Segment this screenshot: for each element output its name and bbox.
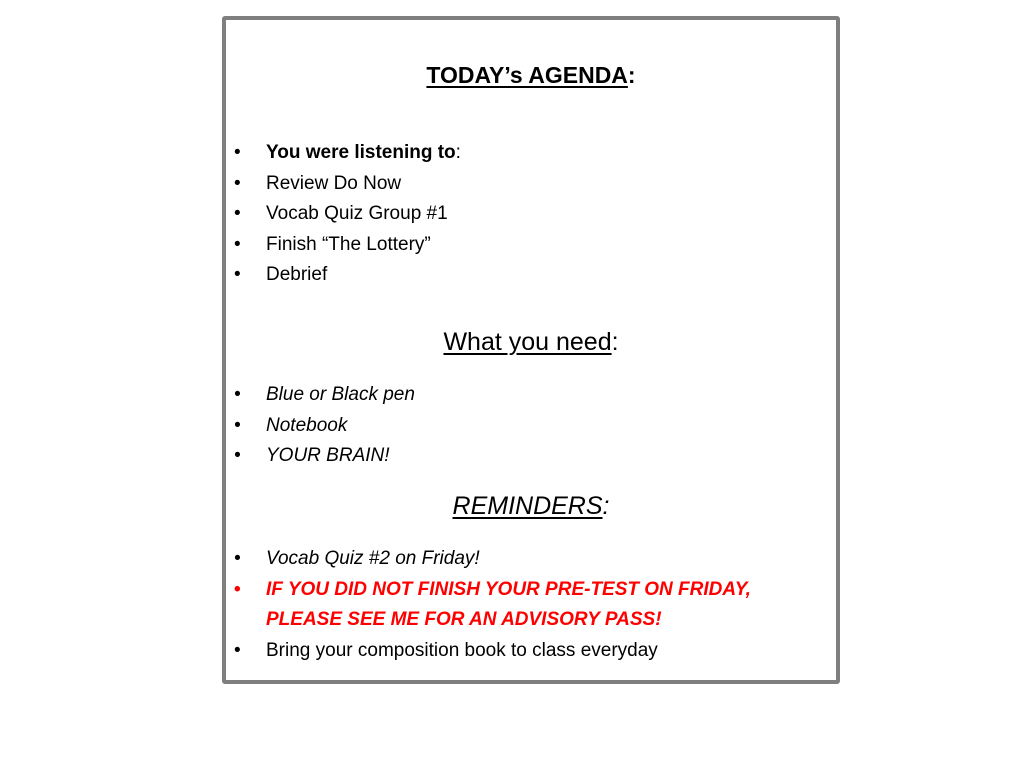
agenda-list <box>226 138 836 291</box>
need-title-colon: : <box>611 328 619 356</box>
reminders-title: REMINDERS <box>452 492 603 520</box>
bullet-icon: • <box>234 142 241 163</box>
reminder-alert-line-1: IF YOU DID NOT FINISH YOUR PRE-TEST ON FRIDAY, <box>266 578 751 600</box>
list-item <box>226 138 836 169</box>
reminders-list <box>226 544 836 666</box>
bullet-icon: • <box>234 233 241 255</box>
bullet-icon: • <box>234 548 241 569</box>
list-item <box>226 441 836 472</box>
list-item <box>226 544 836 575</box>
need-item-text: YOUR BRAIN! <box>266 445 390 466</box>
list-item-alert <box>226 575 836 636</box>
list-item <box>226 411 836 442</box>
list-item <box>226 636 836 667</box>
need-list <box>226 380 836 472</box>
reminder-item-text: Vocab Quiz #2 on Friday! <box>266 548 480 569</box>
bullet-icon: • <box>234 414 241 436</box>
agenda-item-bold: You were listening to <box>266 142 456 163</box>
bullet-icon: • <box>234 445 241 466</box>
agenda-item-text: Vocab Quiz Group #1 <box>266 203 448 224</box>
agenda-item-text: Debrief <box>266 264 328 285</box>
agenda-title-colon: : <box>627 62 636 88</box>
need-heading <box>226 328 836 357</box>
list-item <box>226 260 836 291</box>
reminders-title-colon: : <box>602 492 610 520</box>
reminder-alert-line-2: PLEASE SEE ME FOR AN ADVISORY PASS! <box>266 609 662 630</box>
bullet-icon: • <box>234 639 241 661</box>
reminders-heading <box>226 492 836 521</box>
agenda-item-text: Review Do Now <box>266 172 402 194</box>
agenda-panel <box>222 16 840 684</box>
agenda-heading <box>226 62 836 89</box>
need-item-text: Blue or Black pen <box>266 384 415 405</box>
bullet-icon: • <box>234 172 241 194</box>
bullet-icon: • <box>234 264 241 285</box>
bullet-icon: • <box>234 203 241 224</box>
list-item <box>226 380 836 411</box>
list-item <box>226 199 836 230</box>
agenda-item-text: Finish “The Lottery” <box>266 233 431 255</box>
need-item-text: Notebook <box>266 414 348 436</box>
need-title: What you need <box>443 328 612 356</box>
bullet-icon: • <box>234 578 241 600</box>
list-item <box>226 230 836 261</box>
reminder-item-text: Bring your composition book to class everyday <box>266 639 658 661</box>
list-item <box>226 169 836 200</box>
agenda-title: TODAY’s AGENDA <box>426 62 628 88</box>
agenda-item-rest: : <box>455 142 461 163</box>
bullet-icon: • <box>234 384 241 405</box>
